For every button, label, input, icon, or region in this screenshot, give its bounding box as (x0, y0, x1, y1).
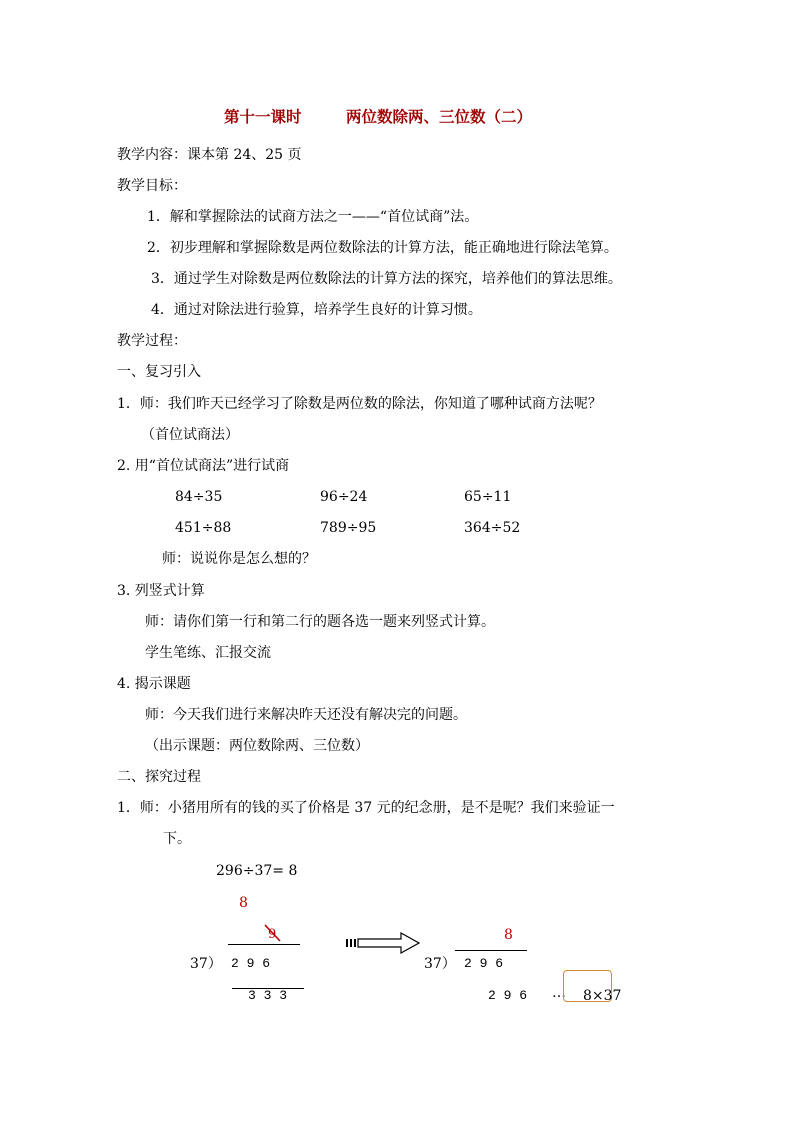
note-text: 8×37 (583, 988, 622, 1004)
explore-heading: 二、探究过程 (117, 769, 201, 785)
lesson-number: 第十一课时 (224, 107, 302, 126)
review-q4: 4. 揭示课题 (117, 676, 191, 692)
cross-out-mark (262, 922, 284, 944)
exercise-1-2: 96÷24 (320, 489, 368, 505)
right-dividend: 2 9 6 (464, 956, 504, 971)
review-q1: 1．师：我们昨天已经学习了除数是两位数的除法，你知道了哪种试商方法呢？ (117, 396, 602, 412)
ellipsis: … (552, 985, 566, 1001)
exercise-1-1: 84÷35 (175, 489, 223, 505)
right-quotient: 8 (504, 927, 513, 943)
explore-p1-line2: 下。 (163, 831, 191, 847)
right-arrow-icon (345, 930, 423, 956)
goal-item-2: 2．初步理解和掌握除数是两位数除法的计算方法，能正确地进行除法笔算。 (147, 240, 618, 256)
goal-item-1: 1．解和掌握除法的试商方法之一——“首位试商”法。 (147, 209, 479, 225)
right-divisor: 37） (424, 956, 456, 972)
review-heading: 一、复习引入 (117, 364, 201, 380)
page-title: 两位数除两、三位数（二） (346, 107, 533, 126)
process-heading: 教学过程： (117, 333, 187, 349)
exercise-2-2: 789÷95 (320, 520, 377, 536)
review-q2-prompt: 师：说说你是怎么想的？ (162, 551, 316, 567)
review-q3-teacher: 师：请你们第一行和第二行的题各选一题来列竖式计算。 (145, 614, 495, 630)
goal-item-3: 3．通过学生对除数是两位数除法的计算方法的探究，培养他们的算法思维。 (151, 271, 622, 287)
right-product: 2 9 6 (488, 988, 528, 1003)
goal-item-4: 4．通过对除法进行验算，培养学生良好的计算习惯。 (151, 302, 482, 318)
review-q4-title: （出示课题：两位数除两、三位数） (145, 738, 369, 754)
exercise-2-1: 451÷88 (175, 520, 232, 536)
equation: 296÷37= 8 (216, 863, 298, 879)
left-quotient: 8 (239, 895, 248, 911)
goals-heading: 教学目标： (117, 178, 187, 194)
content-line: 教学内容：课本第 24、25 页 (117, 147, 302, 163)
explore-p1-line1: 1．师：小猪用所有的钱的买了价格是 37 元的纪念册，是不是呢？我们来验证一 (117, 800, 615, 816)
right-division-bar (455, 950, 527, 951)
left-divisor: 37） (190, 956, 222, 972)
review-a1: （首位试商法） (141, 427, 239, 443)
review-q4-teacher: 师：今天我们进行来解决昨天还没有解决完的问题。 (145, 707, 467, 723)
crossed-digit: 9 (268, 927, 277, 942)
left-product: 3 3 3 (248, 988, 288, 1003)
review-q2: 2. 用“首位试商法”进行试商 (117, 458, 290, 474)
left-division-bar (228, 944, 300, 945)
review-q3-students: 学生笔练、汇报交流 (145, 645, 271, 661)
review-q3: 3. 列竖式计算 (117, 583, 205, 599)
exercise-2-3: 364÷52 (464, 520, 521, 536)
exercise-1-3: 65÷11 (464, 489, 512, 505)
left-dividend: 2 9 6 (231, 956, 271, 971)
